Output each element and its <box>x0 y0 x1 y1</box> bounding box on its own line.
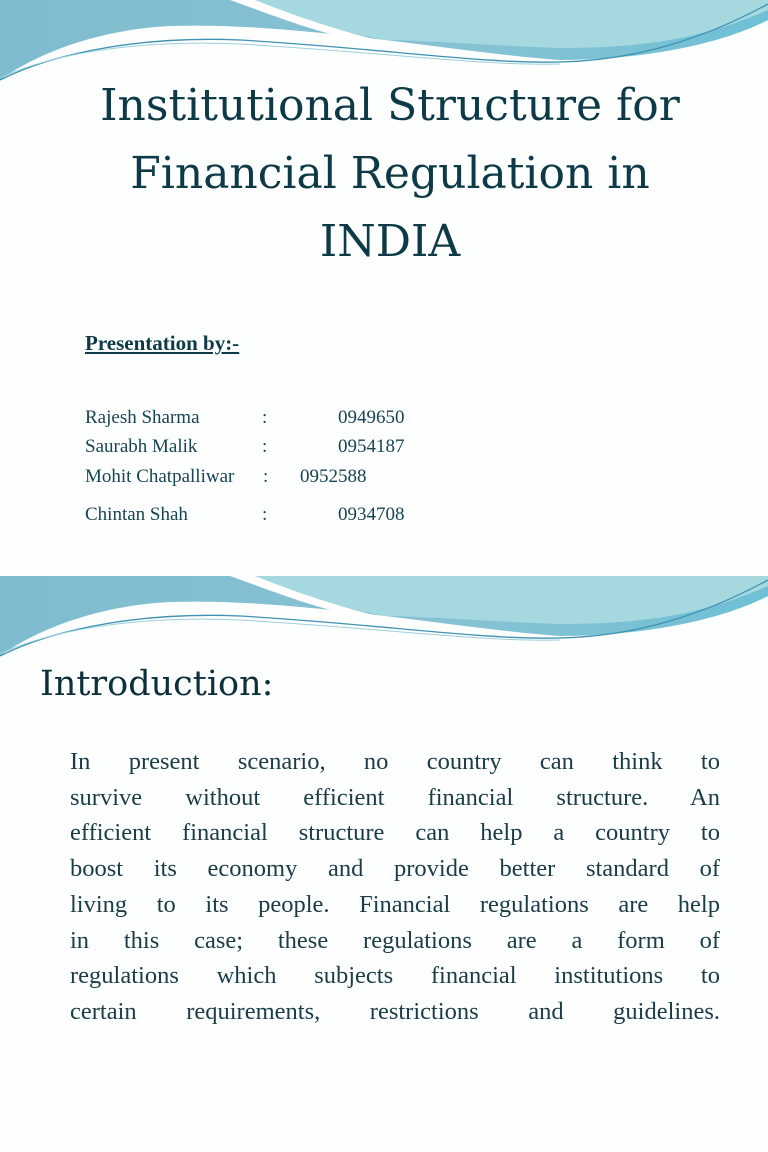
slide-heading: Introduction: <box>40 664 274 704</box>
intro-paragraph <box>70 744 720 1030</box>
paragraph-line: certain requirements, restrictions and guidelines. <box>70 997 720 1025</box>
paragraph-line: In present scenario, no country can think to <box>70 748 720 775</box>
title-line: INDIA <box>319 216 461 267</box>
member-id: 0954187 <box>338 436 405 457</box>
paragraph-line: survive without efficient financial structure. An <box>70 783 720 811</box>
paragraph-line: boost its economy and provide better standard of <box>70 855 720 883</box>
member-name: Chintan Shah <box>85 504 188 525</box>
paragraph-line: regulations which subjects financial institutions to <box>70 962 720 990</box>
member-separator: : <box>263 466 269 487</box>
presented-by-label: Presentation by:- <box>85 331 240 355</box>
member-id: 0949650 <box>338 407 405 428</box>
member-id: 0952588 <box>300 466 367 487</box>
title-line: Institutional Structure for <box>100 80 680 131</box>
title-line: Financial Regulation in <box>130 148 650 199</box>
introduction-slide <box>0 576 768 1152</box>
member-name: Mohit Chatpalliwar <box>85 466 235 487</box>
member-name: Rajesh Sharma <box>85 407 200 428</box>
presentation-title <box>40 72 740 276</box>
member-separator: : <box>262 504 268 525</box>
member-separator: : <box>262 436 268 457</box>
wave-header-decoration <box>0 576 768 666</box>
paragraph-line: in this case; these regulations are a form of <box>70 926 720 954</box>
member-id: 0934708 <box>338 504 405 525</box>
member-separator: : <box>262 407 268 428</box>
paragraph-line: living to its people. Financial regulations are help <box>70 890 720 918</box>
member-name: Saurabh Malik <box>85 436 198 457</box>
paragraph-line: efficient financial structure can help a country to <box>70 819 720 847</box>
